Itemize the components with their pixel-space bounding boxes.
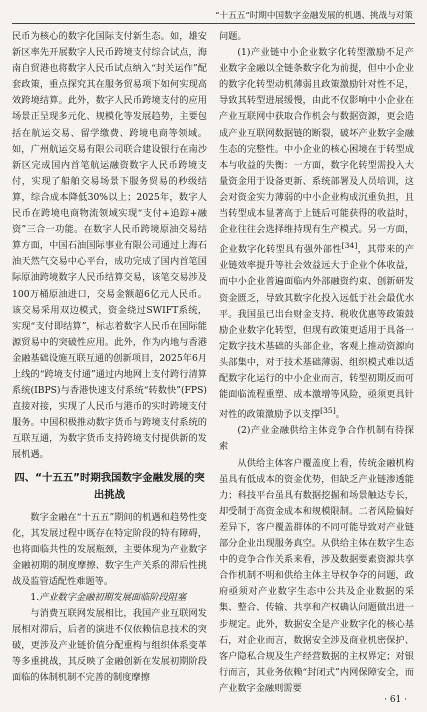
- page-number: · 61 ·: [384, 695, 407, 705]
- subsection-title-text: 产业数字金融初期发展面临阶段阻塞: [39, 592, 187, 603]
- subsection-number: 1.: [30, 592, 40, 603]
- subsection-heading: (2)产业金融供给主体竞争合作机制有待探索: [219, 425, 414, 453]
- paragraph: 从供给主体客户覆盖度上看，传统金融机构虽具有低成本的资金优势，但缺乏产业链渗透能力；科技平台虽具有数据挖掘和场景触达专长，却受制于高资金成本和规模限制。二者风险偏好差异下，客户覆盖群体的不同可能导致对产业链部分企业出现服务真空。从供给主体在数字生态中的竞争合作关系来看，涉及数据要素资源共享合作机制不明和供给主体主导权争夺的问题，政府亟须对产业数字生态中公共及企业数据的采集、整合、传输、共享和产权确认问题做出进一步规定。此外，数据安全是产业数字化的核心基石，对企业而言，数据安全涉及商业机密保护、客户隐私合规及生产经营数据的主权界定；对银行而言，其业务依赖“封闭式”内网保障安全，而产业数字金融则需要: [219, 457, 414, 694]
- right-column: [219, 29, 414, 697]
- running-header: “十五五”时期中国数字金融发展的机遇、挑战与对策: [215, 11, 413, 21]
- header-rule: [12, 23, 415, 24]
- paragraph: [219, 45, 414, 423]
- paragraph-text: 。: [335, 409, 345, 421]
- section-title: 四、“十五五”时期我国数字金融发展的突出挑战: [14, 471, 205, 501]
- subsection-title: [12, 590, 207, 606]
- paragraph: 民币为核心的数字化国际支付新生态。如，雄安新区率先开展数字人民币跨境支付综合试点，海南自贸港也将数字人民币试点纳入“封关运作”配套政策，重点探究其在服务贸易项下如何实现高效跨境结算。此外，数字人民币跨境支付的应用场景正呈现多元化、规模化等发展趋势，主要包括在航运交易、留学缴费、跨境电商等领域。如，广州航运交易有限公司联合建设银行在南沙新区完成国内首笔航运融资数字人民币跨境支付，实现了船舶交易场景下服务贸易的秒级结算，综合成本降低30%以上；2025年，数字人民币在跨境电商物流领域实现“支付+追踪+融资”三合一功能。在数字人民币跨境原油交易结算方面，中国石油国际事业有限公司通过上海石油天然气交易中心平台，成功完成了国内首笔国际原油跨境数字人民币结算交易，该笔交易涉及100万桶原油进口，交易金额超6亿元人民币。该交易采用双边模式，资金绕过SWIFT系统，实现“支付即结算”，标志着数字人民币在国际能源贸易中的突破性应用。此外，作为内地与香港金融基础设施互联互通的创新项目，2025年6月上线的“跨境支付通”通过内地网上支付跨行清算系统(IBPS)与香港快速支付系统“转数快”(FPS)直接对接，实现了人民币与港币的实时跨境支付服务。中国积极推动数字货币与跨境支付系统的互联互通，为数字货币支持跨境支付提供新的发展机遇。: [12, 31, 207, 461]
- citation: [35]: [320, 406, 336, 416]
- paragraph-text: (1)产业链中小企业数字化转型激励不足产业数字金融以全链条数字化为前提，但中小企业的数字化转型动机薄弱且政策激励针对性不足，导致其转型进展缓慢，由此不仅影响中小企业在产业互联网中获取合作机会与数据资源，更会造成产业互联网数据链的断裂，破坏产业数字金融生态的完整性。中小企业的核心困境在于转型成本与收益的失衡：一方面，数字化转型需投入大量资金用于设备更新、系统部署及人员培训，这会对资金实力薄弱的中小企业构成沉重负担，且当转型成本显著高于上链后可能获得的收益时，企业往往会选择维持现有生产模式。另一方面，企业数字化转型具有强外部性: [219, 47, 414, 256]
- citation: [34]: [341, 241, 358, 251]
- paragraph: 数字金融在“十五五”期间的机遇和趋势性变化，其发展过程中既存在特定阶段的特有障碍，也将面临共性的发展瓶颈，主要体现为产业数字金融初期的制度摩擦、数字生产关系的滞后性挑战及监管适配性难题等。: [12, 511, 207, 587]
- paragraph: 与消费互联网发展相比，我国产业互联网发展相对滞后，后者的演进不仅依赖信息技术的突破，更涉及产业链价值分配重构与组织体系变革等多重挑战，其反映了金融创新在发展初期阶段面临的体制机制不完善的制度摩擦: [12, 608, 207, 684]
- paragraph: 问题。: [219, 31, 247, 42]
- left-column: [12, 29, 207, 687]
- paragraph-text: ，其带来的产业链效率提升等社会效益远大于企业个体收益，而中小企业普遍面临内外部融资约束、创新研发资金匮乏，导致其数字化投入远低于社会最优水平。我国虽已出台财金支持、税收优惠等政策鼓励企业数字化转型，但现有政策更适用于具备一定数字技术基础的头部企业，客观上推动资源向头部集中，对于技术基础薄弱、组织模式难以适配数字化运行的中小企业而言，转型初期反而可能面临流程重塑、成本激增等风险，亟须更具针对性的政策激励予以支撑: [219, 244, 415, 421]
